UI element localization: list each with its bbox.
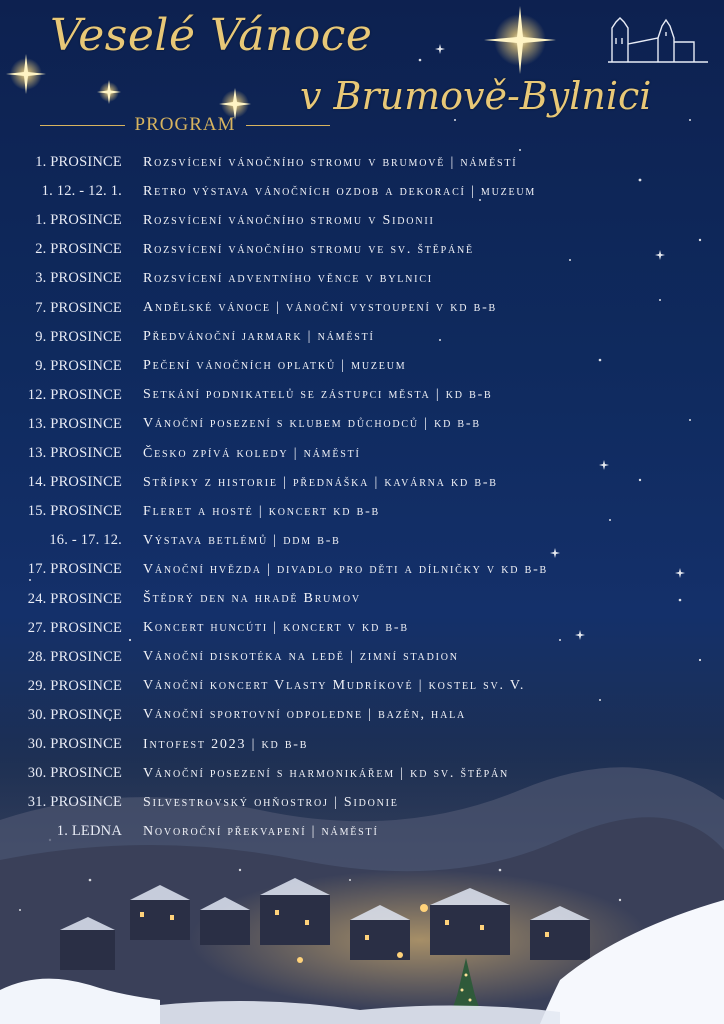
event-row (0, 817, 724, 846)
event-title: Rozsvícení vánočního stromu ve sv. štěpáně (143, 241, 474, 257)
event-date: 15. PROSINCE (27, 503, 122, 520)
event-title: Pečení vánočních oplatků | muzeum (143, 358, 407, 374)
event-title: Štědrý den na hradě Brumov (143, 591, 361, 606)
event-date: 1. PROSINCE (35, 154, 122, 170)
event-date: 1. PROSINCE (35, 212, 122, 229)
event-row (0, 235, 724, 264)
event-title: Vánoční diskotéka na ledě | zimní stadion (143, 649, 459, 665)
event-row (0, 323, 724, 352)
event-row (0, 439, 724, 468)
event-row (0, 381, 724, 410)
event-date: 30. PROSINCE (27, 765, 122, 782)
event-row (0, 148, 724, 177)
event-row (0, 788, 724, 817)
event-title: Vánoční posezení s klubem důchodců | kd b-b (143, 416, 481, 432)
event-date: 24. PROSINCE (27, 590, 122, 607)
event-row (0, 672, 724, 701)
event-row (0, 410, 724, 439)
event-date: 1. LEDNA (56, 823, 122, 840)
event-title: Setkání podnikatelů se zástupci města | kd b-b (143, 387, 493, 403)
event-date: 31. PROSINCE (27, 794, 122, 811)
castle-outline-icon (608, 14, 708, 64)
event-row (0, 294, 724, 323)
event-date: 16. - 17. 12. (49, 532, 122, 549)
event-title: Výstava betlémů | ddm b-b (143, 532, 341, 548)
divider-left (40, 125, 125, 126)
event-title: Rozsvícení vánočního stromu v brumově | náměstí (143, 154, 518, 170)
event-row (0, 585, 724, 614)
event-date: 1. 12. - 12. 1. (41, 183, 122, 200)
event-date: 13. PROSINCE (27, 445, 122, 461)
event-row (0, 497, 724, 526)
event-date: 17. PROSINCE (27, 561, 122, 578)
title-line-2: v Brumově-Bylnici (300, 74, 652, 118)
event-date: 9. PROSINCE (35, 357, 122, 374)
event-row (0, 264, 724, 293)
event-date: 28. PROSINCE (27, 648, 122, 665)
event-date: 30. PROSINCE (27, 706, 122, 723)
event-title: Předvánoční jarmark | náměstí (143, 329, 375, 345)
title-line-1: Veselé Vánoce (50, 10, 373, 61)
event-title: Andělské vánoce | vánoční vystoupení v kd b-b (143, 300, 498, 315)
event-date: 30. PROSINCE (27, 736, 122, 752)
event-row (0, 730, 724, 759)
event-date: 9. PROSINCE (35, 328, 122, 345)
event-title: Vánoční sportovní odpoledne | bazén, hala (143, 707, 467, 723)
event-date: 12. PROSINCE (27, 386, 122, 403)
divider-right (246, 125, 331, 126)
event-title: Novoroční překvapení | náměstí (143, 823, 379, 839)
event-row (0, 352, 724, 381)
event-date: 3. PROSINCE (35, 270, 122, 287)
event-title: Střípky z historie | přednáška | kavárna kd b-b (143, 474, 498, 490)
event-date: 2. PROSINCE (35, 241, 122, 258)
event-title: Česko zpívá koledy | náměstí (143, 445, 361, 461)
event-row (0, 643, 724, 672)
event-row (0, 614, 724, 643)
event-date: 13. PROSINCE (27, 415, 122, 432)
event-row (0, 468, 724, 497)
event-row (0, 206, 724, 235)
event-title: Rozsvícení adventního věnce v bylnici (143, 270, 433, 286)
event-row (0, 526, 724, 555)
event-date: 27. PROSINCE (27, 619, 122, 636)
event-row (0, 759, 724, 788)
event-title: Rozsvícení vánočního stromu v Sidonii (143, 212, 435, 228)
event-row (0, 701, 724, 730)
event-title: Retro výstava vánočních ozdob a dekorací | muzeum (143, 183, 537, 199)
event-row (0, 555, 724, 584)
event-title: Fleret a hosté | koncert kd b-b (143, 503, 381, 519)
event-title: Koncert huncúti | koncert v kd b-b (143, 620, 409, 636)
event-title: Intofest 2023 | kd b-b (143, 736, 309, 752)
event-date: 14. PROSINCE (27, 474, 122, 491)
event-title: Vánoční hvězda | divadlo pro děti a dílničky v kd b-b (143, 561, 548, 577)
event-title: Silvestrovský ohňostroj | Sidonie (143, 794, 399, 810)
event-title: Vánoční koncert Vlasty Mudríkové | kostel sv. V. (143, 678, 526, 694)
event-row (0, 177, 724, 206)
event-date: 29. PROSINCE (27, 677, 122, 694)
event-date: 7. PROSINCE (35, 299, 122, 316)
event-title: Vánoční posezení s harmonikářem | kd sv. štěpán (143, 765, 510, 781)
program-label: PROGRAM (134, 114, 236, 135)
program-heading (30, 114, 340, 136)
